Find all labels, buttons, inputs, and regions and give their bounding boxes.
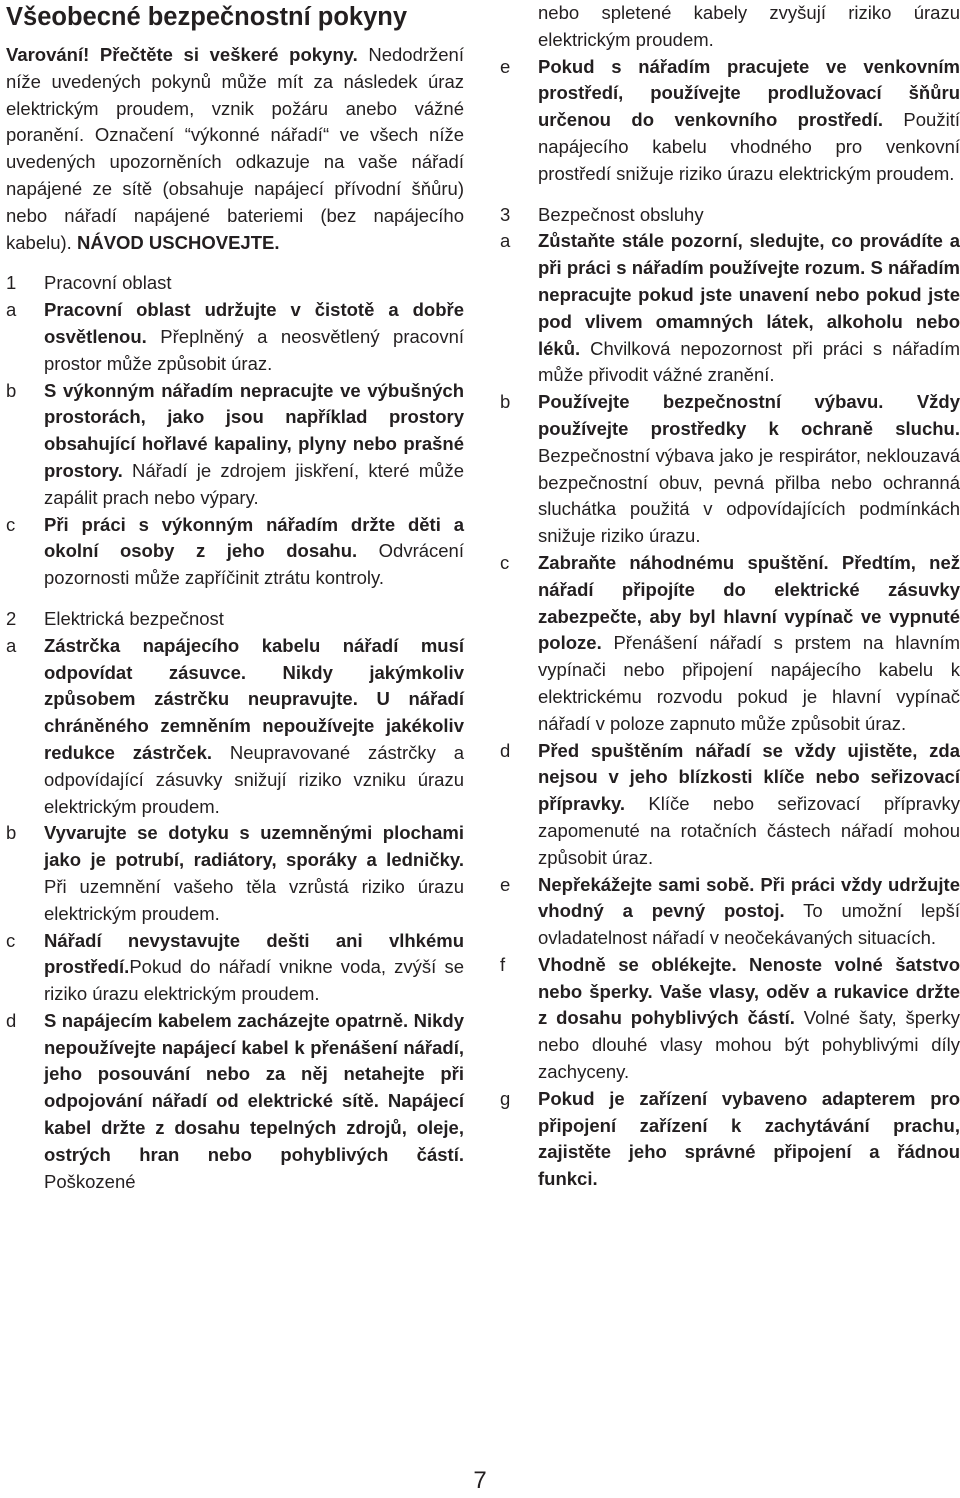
item-text <box>44 297 464 377</box>
item-text <box>538 228 960 389</box>
page-title: Všeobecné bezpečnostní pokyny <box>6 3 408 31</box>
item-label: d <box>500 739 511 761</box>
item-text <box>538 54 960 188</box>
intro-paragraph <box>6 42 464 256</box>
item-plain: Bezpečnostní výbava jako je respirátor, neklouzavá bezpečnostní obuv, pevná přilba nebo ochranná sluchátka použitá v odpovídajících podmínkách snižuje riziko úrazu. <box>538 444 960 547</box>
item-label: b <box>6 379 17 401</box>
item-bold: Pokud je zařízení vybaveno adapterem pro připojení zařízení k zachytávání prachu, zajistěte jeho správné připojení a řádnou funkci. <box>538 1087 960 1190</box>
item-bold: Zabraňte náhodnému spuštění. Předtím, než nářadí připojíte do elektrické zásuvky zabezpečte, aby byl hlavní vypínač ve vypnuté poloze. <box>538 551 960 654</box>
list-item <box>500 389 960 550</box>
section-electrical-safety <box>6 606 464 1196</box>
item-bold: Vhodně se oblékejte. Nenoste volné šatstvo nebo šperky. Vaše vlasy, oděv a rukavice držte z dosahu pohyblivých částí. <box>538 953 960 1029</box>
section-heading <box>500 202 960 229</box>
section-heading <box>6 606 464 633</box>
item-plain: Použití napájecího kabelu vhodného pro venkovní prostředí snižuje riziko úrazu elektrickým proudem. <box>538 109 960 184</box>
item-text <box>44 820 464 927</box>
item-bold: Při práci s výkonným nářadím držte děti a okolní osoby z jeho dosahu. <box>44 513 464 562</box>
item-text: nebo spletené kabely zvyšují riziko úrazu elektrickým proudem. <box>538 2 960 50</box>
item-label: c <box>6 929 16 951</box>
item-text <box>44 1008 464 1196</box>
section-title: Bezpečnost obsluhy <box>538 203 704 225</box>
item-bold: Pracovní oblast udržujte v čistotě a dobře osvětlenou. <box>44 299 464 347</box>
item-bold: Nářadí nevystavujte dešti ani vlhkému prostředí. <box>44 929 464 978</box>
item-label: e <box>500 55 511 77</box>
list-item <box>500 952 960 1086</box>
list-item <box>500 872 960 952</box>
item-text <box>538 872 960 952</box>
item-bold: Pokud s nářadím pracujete ve venkovním prostředí, používejte prodlužovací šňůru určenou do venkovního prostředí. <box>538 55 960 131</box>
item-label: c <box>500 551 510 573</box>
list-item <box>500 550 960 738</box>
item-label: b <box>500 391 511 413</box>
item-plain: Přenášení nářadí s prstem na hlavním vypínači nebo připojení napájecího kabelu k elektrickému rozvodu pokud je hlavní vypínač nářadí v poloze zapnuto může způsobit úraz. <box>538 632 960 734</box>
item-bold: Vyvarujte se dotyku s uzemněnými plochami jako je potrubí, radiátory, sporáky a ledničky. <box>44 822 464 871</box>
item-text <box>538 952 960 1086</box>
item-text <box>44 378 464 512</box>
list-item <box>6 928 464 1008</box>
item-text <box>538 389 960 550</box>
item-label: b <box>6 822 17 844</box>
item-plain: Chvilková nepozornost při práci s nářadím může přivodit vážné zranění. <box>538 337 960 386</box>
item-plain: Poškozené <box>44 1170 136 1192</box>
section-heading <box>6 270 464 297</box>
section-number: 3 <box>500 203 511 225</box>
item-text <box>44 633 464 821</box>
item-text <box>538 738 960 872</box>
item-text <box>44 512 464 592</box>
item-label-empty <box>500 0 538 54</box>
list-item <box>500 738 960 872</box>
item-label: a <box>6 299 17 321</box>
item-label: g <box>500 1087 511 1109</box>
item-label: f <box>500 953 506 975</box>
item-plain: Odvrácení pozornosti může zapříčinit ztrátu kontroly. <box>44 540 464 589</box>
item-bold: Před spuštěním nářadí se vždy ujistěte, zda nejsou v jeho blízkosti klíče nebo seřizovací přípravky. <box>538 739 960 815</box>
item-label: a <box>500 230 511 252</box>
list-item <box>6 1008 464 1196</box>
section-work-area <box>6 270 464 592</box>
item-plain: Přeplněný a neosvětlený pracovní prostor může způsobit úraz. <box>44 325 464 374</box>
item-bold: Nepřekážejte sami sobě. Při práci vždy udržujte vhodný a pevný postoj. <box>538 873 960 922</box>
list-item <box>6 378 464 512</box>
item-plain: Při uzemnění vašeho těla vzrůstá riziko úrazu elektrickým proudem. <box>44 875 464 924</box>
item-label: c <box>6 513 16 535</box>
item-plain: Pokud do nářadí vnikne voda, zvýší se riziko úrazu elektrickým proudem. <box>44 956 464 1005</box>
item-bold: S napájecím kabelem zacházejte opatrně. Nikdy nepoužívejte napájecí kabel k přenášení nářadí, jeho posouvání nebo za něj netahejte při odpojování nářadí od elektrické sítě. <box>44 1009 464 1112</box>
list-item <box>500 228 960 389</box>
list-item <box>6 297 464 377</box>
item-plain: To umožní lepší ovladatelnost nářadí v neočekávaných situacích. <box>538 900 960 949</box>
list-item <box>6 820 464 927</box>
item-plain: Volné šaty, šperky nebo dlouhé vlasy mohou být pohyblivými díly zachyceny. <box>538 1007 960 1083</box>
item-text <box>538 550 960 738</box>
list-item <box>500 1086 960 1193</box>
section-title: Elektrická bezpečnost <box>44 607 224 629</box>
item-bold-continued: Napájecí kabel držte z dosahu tepelných zdrojů, oleje, ostrých hran nebo pohyblivých částí. <box>44 1090 465 1165</box>
list-item <box>6 633 464 821</box>
item-bold: Zástrčka napájecího kabelu nářadí musí odpovídat zásuvce. Nikdy jakýmkoliv způsobem zástrčku neupravujte. U nářadí chráněného zemněním nepoužívejte jakékoliv redukce zástrček. <box>44 634 464 763</box>
section-operator-safety <box>500 202 960 1193</box>
list-item <box>500 54 960 188</box>
intro-keep-manual: NÁVOD USCHOVEJTE. <box>76 231 280 253</box>
item-plain: Klíče nebo seřizovací přípravky zapomenuté na rotačních částech nářadí mohou způsobit úraz. <box>538 793 960 868</box>
intro-warning: Varování! Přečtěte si veškeré pokyny. <box>6 44 358 65</box>
item-text <box>538 1086 960 1193</box>
item-label: d <box>6 1009 17 1031</box>
left-column <box>6 0 464 1195</box>
item-plain: Neupravované zástrčky a odpovídající zásuvky snižují riziko vzniku úrazu elektrickým proudem. <box>44 741 464 817</box>
item-bold: Zůstaňte stále pozorní, sledujte, co provádíte a při práci s nářadím používejte rozum. S nářadím nepracujte pokud jste unavení nebo pokud jste pod vlivem omamných látek, alkoholu nebo léků. <box>538 230 960 359</box>
item-bold: Používejte bezpečnostní výbavu. Vždy používejte prostředky k ochraně sluchu. <box>538 391 960 439</box>
intro-text: Nedodržení níže uvedených pokynů může mít za následek úraz elektrickým proudem, vznik požáru anebo vážné poranění. Označení “výkonné nářadí“ ve všech níže uvedených upozorněních odkazuje na vaše nářadí napájené ze sítě (obsahuje napájecí přívodní šňůru) nebo nářadí napájené bateriemi (bez napájecího kabelu). <box>6 44 464 253</box>
right-column <box>500 0 960 1193</box>
item-label: a <box>6 634 17 656</box>
page-number: 7 <box>473 1467 487 1494</box>
list-item-continuation <box>500 0 960 54</box>
section-number: 1 <box>6 272 17 294</box>
item-label: e <box>500 873 511 895</box>
item-bold: S výkonným nářadím nepracujte ve výbušných prostorách, jako jsou například prostory obsahující hořlavé kapaliny, plyny nebo prašné prostory. <box>44 379 464 481</box>
section-title: Pracovní oblast <box>44 272 172 294</box>
section-number: 2 <box>6 607 17 629</box>
list-item <box>6 512 464 592</box>
item-text <box>44 928 464 1008</box>
item-plain: Nářadí je zdrojem jiskření, které může zapálit prach nebo výpary. <box>44 459 464 508</box>
